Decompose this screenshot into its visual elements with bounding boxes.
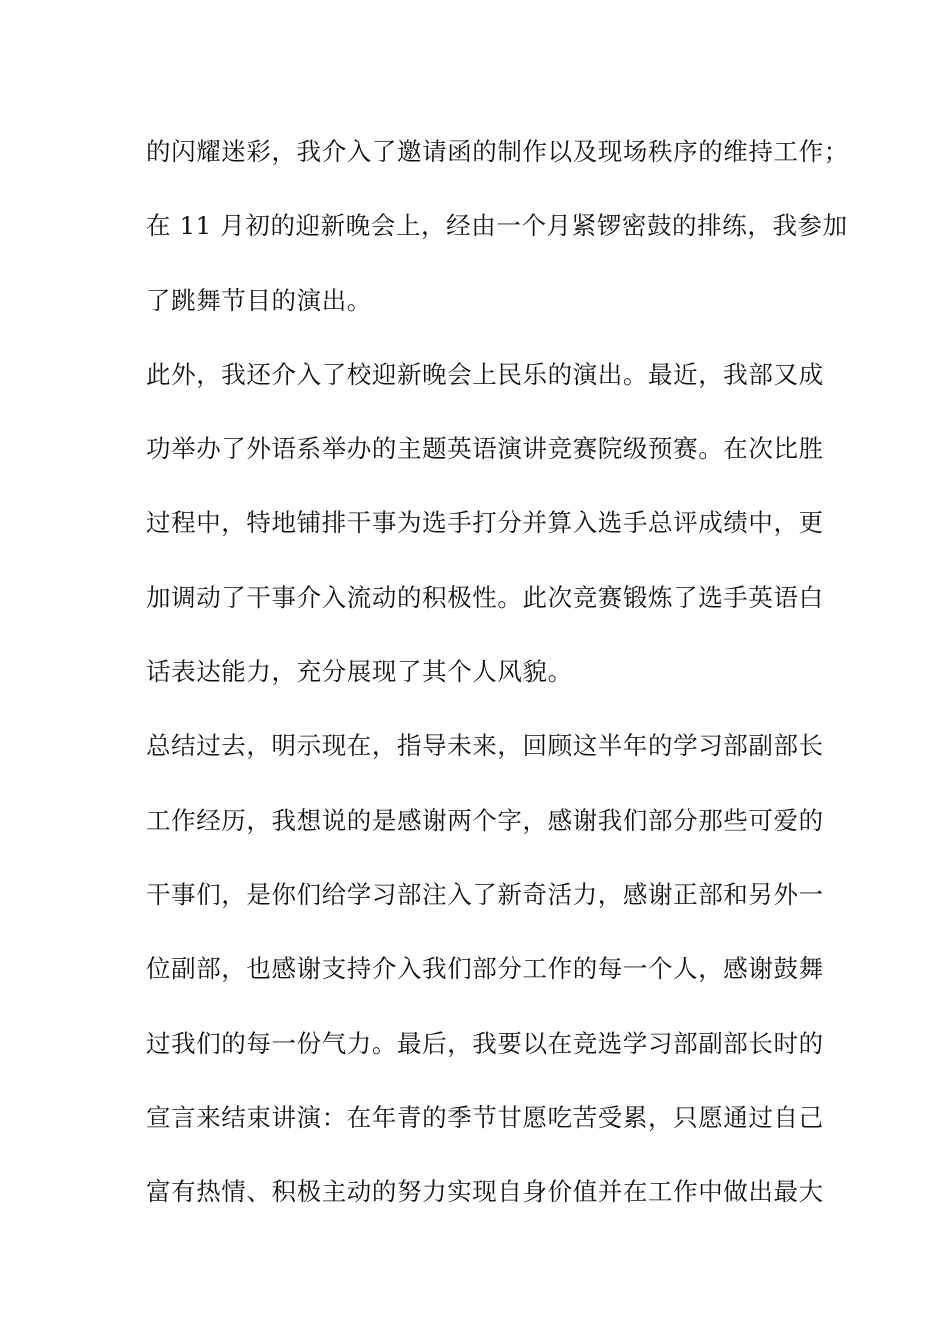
text-line-3: 了跳舞节目的演出。 bbox=[146, 285, 372, 315]
text-line-13: 过我们的每一份气力。最后，我要以在竞选学习部副部长时的 bbox=[146, 1028, 824, 1058]
text-line-10: 工作经历，我想说的是感谢两个字，感谢我们部分那些可爱的 bbox=[146, 805, 824, 835]
text-line-6: 过程中，特地铺排干事为选手打分并算入选手总评成绩中，更 bbox=[146, 508, 824, 538]
text-line-12: 位副部，也感谢支持介入我们部分工作的每一个人，感谢鼓舞 bbox=[146, 954, 824, 984]
document-body bbox=[146, 130, 849, 1244]
text-line-14: 宣言来结束讲演：在年青的季节甘愿吃苦受累，只愿通过自己 bbox=[146, 1102, 824, 1132]
text-line-2: 在 11 月初的迎新晚会上，经由一个月紧锣密鼓的排练，我参加 bbox=[146, 211, 848, 241]
text-line-4: 此外，我还介入了校迎新晚会上民乐的演出。最近，我部又成 bbox=[146, 359, 824, 389]
text-line-11: 干事们，是你们给学习部注入了新奇活力，感谢正部和另外一 bbox=[146, 879, 824, 909]
text-line-5: 功举办了外语系举办的主题英语演讲竞赛院级预赛。在次比胜 bbox=[146, 434, 824, 464]
text-line-7: 加调动了干事介入流动的积极性。此次竞赛锻炼了选手英语白 bbox=[146, 582, 824, 612]
text-line-15: 富有热情、积极主动的努力实现自身价值并在工作中做出最大 bbox=[146, 1177, 824, 1207]
text-line-8: 话表达能力，充分展现了其个人风貌。 bbox=[146, 657, 573, 687]
text-line-1: 的闪耀迷彩，我介入了邀请函的制作以及现场秩序的维持工作； bbox=[146, 137, 849, 166]
text-line-9: 总结过去，明示现在，指导未来，回顾这半年的学习部副部长 bbox=[146, 731, 824, 761]
